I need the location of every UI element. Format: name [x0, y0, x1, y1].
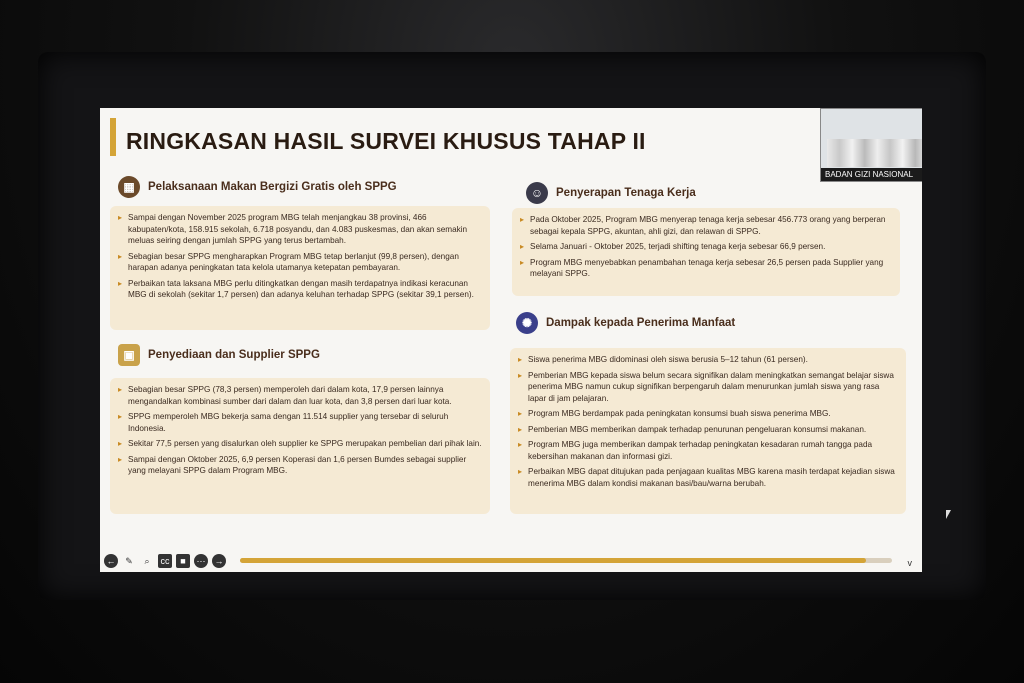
list-item: ▸ Siswa penerima MBG didominasi oleh siswa berusia 5–12 tahun (61 persen).: [518, 354, 898, 366]
title-accent-bar: [110, 118, 116, 156]
list-item: ▸ Sampai dengan Oktober 2025, 6,9 persen Koperasi dan 1,6 persen Bumdes sebagai supplier yang melayani SPPG dalam Program MBG.: [118, 454, 482, 477]
list-item: ▸ Sebagian besar SPPG (78,3 persen) memperoleh dari dalam kota, 17,9 persen lainnya mengandalkan kombinasi sumber dari dalam dan luar kota, dan 3,8 persen dari luar kota.: [118, 384, 482, 407]
supplier-icon: ▣: [118, 344, 140, 366]
participant-label: BADAN GIZI NASIONAL: [821, 168, 922, 181]
list-item: ▸ Selama Januari - Oktober 2025, terjadi shifting tenaga kerja sebesar 66,9 persen.: [520, 241, 892, 253]
list-item: ▸ Sampai dengan November 2025 program MBG telah menjangkau 38 provinsi, 466 kabupaten/kota, 158.915 sekolah, 6.718 posyandu, dan 4.083 puskesmas, dan akan semakin meluas seiring dengan jumlah SPPG yang terus bertambah.: [118, 212, 482, 247]
section-heading-label: Pelaksanaan Makan Bergizi Gratis oleh SPPG: [148, 181, 397, 193]
video-call-thumbnail[interactable]: [820, 108, 922, 182]
food-icon: ▦: [118, 176, 140, 198]
list-item: ▸ Perbaikan tata laksana MBG perlu ditingkatkan dengan masih terdapatnya indikasi keracunan MBG di sekolah (sekitar 1,7 persen) dan adanya keluhan terhadap SPPG (sekitar 39,1 persen).: [118, 278, 482, 301]
camera-icon[interactable]: ■: [176, 554, 190, 568]
list-item: ▸ Pada Oktober 2025, Program MBG menyerap tenaga kerja sebesar 456.773 orang yang berperan sebagai kepala SPPG, akuntan, ahli gizi, dan relawan di SPPG.: [520, 214, 892, 237]
slide-title: RINGKASAN HASIL SURVEI KHUSUS TAHAP II: [126, 128, 646, 154]
list-item: ▸ Program MBG menyebabkan penambahan tenaga kerja sebesar 26,5 persen pada Supplier yang melayani SPPG.: [520, 257, 892, 280]
list-item: ▸ Sekitar 77,5 persen yang disalurkan oleh supplier ke SPPG merupakan pembelian dari pihak lain.: [118, 438, 482, 450]
list-item: ▸ Pemberian MBG kepada siswa belum secara signifikan dalam meningkatkan semangat belajar siswa penerima MBG namun cukup signifikan berpengaruh dalam menurunkan jumlah siswa yang rasa lapar di jam pelajaran.: [518, 370, 898, 405]
back-icon[interactable]: ←: [104, 554, 118, 568]
zoom-icon[interactable]: ⌕: [144, 555, 150, 566]
section-heading-workforce: [526, 182, 696, 204]
list-item: ▸ Perbaikan MBG dapat ditujukan pada penjagaan kualitas MBG karena masih terdapat kejadian siswa menerima MBG dalam kondisi makanan basi/bau/warna berubah.: [518, 466, 898, 489]
presentation-slide: [100, 108, 922, 572]
section-box-mbg: [110, 206, 490, 330]
list-item: ▸ Program MBG juga memberikan dampak terhadap peningkatan kesadaran rumah tangga pada kebersihan makanan dan informasi gizi.: [518, 439, 898, 462]
slide-progress-bar[interactable]: [240, 558, 892, 563]
cc-icon[interactable]: cc: [158, 554, 172, 568]
section-heading-impact: [516, 312, 735, 334]
pen-icon[interactable]: ✎: [125, 555, 133, 566]
participants-image: [827, 139, 922, 167]
section-heading-label: Penyediaan dan Supplier SPPG: [148, 349, 320, 361]
section-heading-mbg: [118, 176, 397, 198]
more-icon[interactable]: ⋯: [194, 554, 208, 568]
section-box-impact: [510, 348, 906, 514]
impact-icon: ✺: [516, 312, 538, 334]
forward-icon[interactable]: →: [212, 554, 226, 568]
list-item: ▸ SPPG memperoleh MBG bekerja sama dengan 11.514 supplier yang tersebar di seluruh Indonesia.: [118, 411, 482, 434]
list-item: ▸ Sebagian besar SPPG mengharapkan Program MBG tetap berlanjut (99,8 persen), dengan harapan adanya peningkatan tata kelola utamanya ketepatan pembayaran.: [118, 251, 482, 274]
worker-icon: ☺: [526, 182, 548, 204]
slide-progress-fill: [240, 558, 866, 563]
section-heading-label: Penyerapan Tenaga Kerja: [556, 187, 696, 199]
mouse-cursor-icon: [946, 510, 951, 519]
section-heading-label: Dampak kepada Penerima Manfaat: [546, 317, 736, 329]
section-box-workforce: [512, 208, 900, 296]
list-item: ▸ Pemberian MBG memberikan dampak terhadap penurunan pengeluaran konsumsi makanan.: [518, 424, 898, 436]
list-item: ▸ Program MBG berdampak pada peningkatan konsumsi buah siswa penerima MBG.: [518, 408, 898, 420]
section-box-supplier: [110, 378, 490, 514]
section-heading-supplier: [118, 344, 320, 366]
corner-mark: v: [907, 558, 912, 568]
